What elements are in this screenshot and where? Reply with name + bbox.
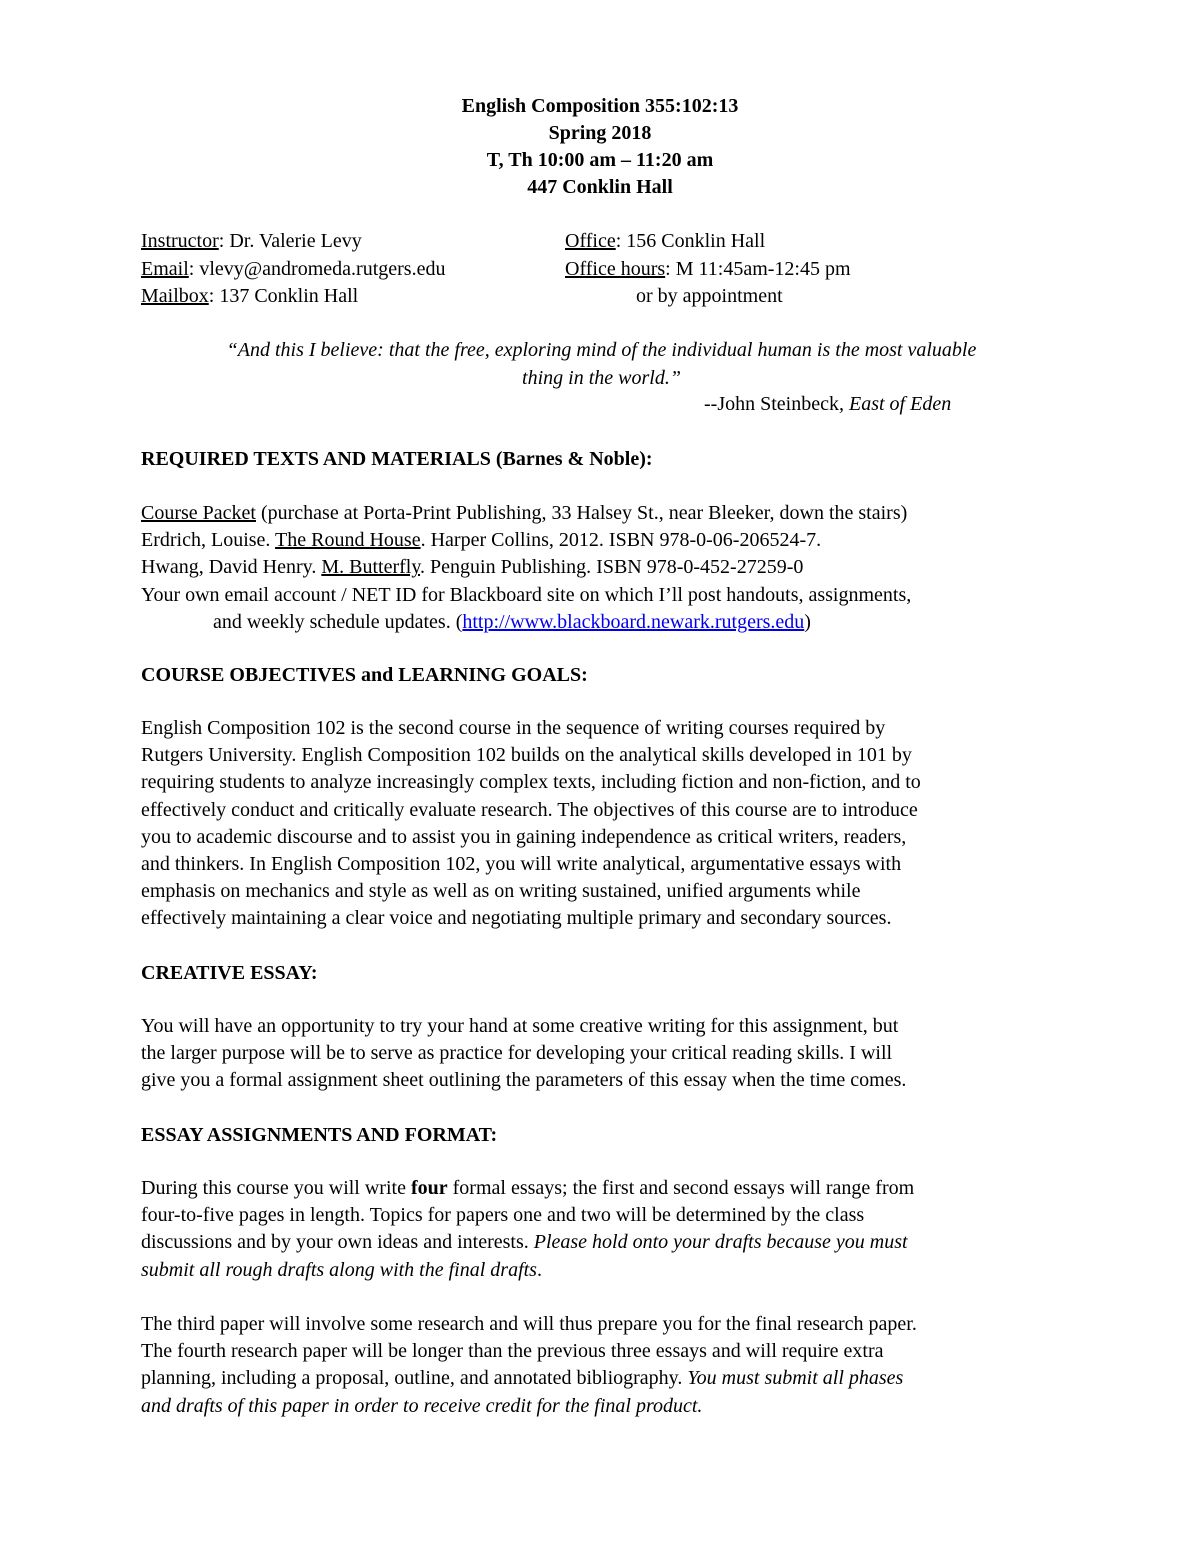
quote-line-1: “And this I believe: that the free, exploring mind of the individual human is the most valuable: [226, 339, 977, 361]
contact-row-1: Instructor: Dr. Valerie Levy Office: 156 Conklin Hall: [141, 230, 766, 252]
list-item: Erdrich, Louise. The Round House. Harper Collins, 2012. ISBN 978-0-06-206524-7.: [141, 529, 822, 552]
email-value[interactable]: vlevy@andromeda.rutgers.edu: [199, 257, 446, 280]
office-hours-label: Office hours: [565, 257, 666, 280]
required-texts-heading: REQUIRED TEXTS AND MATERIALS (Barnes & Noble):: [141, 448, 653, 470]
office-hours-value: M 11:45am-12:45 pm: [675, 257, 851, 280]
instructor-label: Instructor: [141, 230, 219, 252]
emphasis-four: four: [410, 1177, 448, 1199]
course-title: English Composition 355:102:13: [461, 95, 739, 117]
blackboard-link[interactable]: http://www.blackboard.newark.rutgers.edu: [462, 610, 805, 633]
essay-assignments-paragraph-1: During this course you will write four formal essays; the first and second essays will range from four-to-five pages in length. Topics for papers one and two will be determined by the class discussions and by your own ideas and interests. Please hold onto your drafts because you must submit all rough drafts along with the final drafts.: [141, 1177, 915, 1281]
mailbox-label: Mailbox: [141, 285, 209, 307]
book-title-round-house: The Round House: [275, 529, 421, 552]
objectives-paragraph: English Composition 102 is the second course in the sequence of writing courses required by Rutgers University. English Composition 102 builds on the analytical skills developed in 101 by requiring students to analyze increasingly complex texts, including fiction and non-fiction, and to effectively conduct and critically evaluate research. The objectives of this course are to introduce you to academic discourse and to assist you in gaining independence as critical writers, readers, and thinkers. In English Composition 102, you will write analytical, argumentative essays with emphasis on mechanics and style as well as on writing sustained, unified arguments while effectively maintaining a clear voice and negotiating multiple primary and secondary sources.: [141, 717, 921, 930]
course-schedule: T, Th 10:00 am – 11:20 am: [486, 149, 714, 171]
course-room: 447 Conklin Hall: [527, 176, 673, 198]
office-hours-alt: or by appointment: [636, 285, 783, 307]
instructor-value: Dr. Valerie Levy: [229, 230, 362, 252]
essay-assignments-paragraph-2: The third paper will involve some research and will thus prepare you for the final research paper. The fourth research paper will be longer than the previous three essays and will require extra planning, including a proposal, outline, and annotated bibliography. You must submit all phases and drafts of this paper in order to receive credit for the final product.: [141, 1313, 917, 1417]
creative-essay-paragraph: You will have an opportunity to try your hand at some creative writing for this assignment, but the larger purpose will be to serve as practice for developing your critical reading skills. I will give you a formal assignment sheet outlining the parameters of this essay when the time comes.: [141, 1015, 907, 1092]
epigraph-quote: [141, 337, 1062, 392]
contact-info: [141, 228, 1041, 311]
essay-assignments-heading: ESSAY ASSIGNMENTS AND FORMAT:: [141, 1124, 498, 1146]
list-item: Your own email account / NET ID for Blackboard site on which I’ll post handouts, assignments,: [141, 583, 912, 606]
book-title-m-butterfly: M. Butterfly: [321, 556, 421, 579]
attribution-work: , East of Eden: [838, 393, 952, 415]
quote-line-2: thing in the world.”: [522, 366, 681, 389]
contact-row-3: Mailbox: 137 Conklin Hall or by appointment: [141, 283, 1041, 311]
email-label: Email: [141, 257, 189, 280]
quote-attribution: [704, 391, 951, 418]
list-item: Course Packet (purchase at Porta-Print Publishing, 33 Halsey St., near Bleeker, down the stairs): [141, 502, 908, 524]
course-term: Spring 2018: [548, 122, 652, 144]
mailbox-value: 137 Conklin Hall: [219, 285, 359, 307]
contact-row-2: Email: vlevy@andromeda.rutgers.edu Office hours: M 11:45am-12:45 pm: [141, 257, 851, 280]
objectives-heading: COURSE OBJECTIVES and LEARNING GOALS:: [141, 664, 588, 686]
attribution-author: --John Steinbeck: [704, 393, 839, 415]
list-item: Hwang, David Henry. M. Butterfly. Penguin Publishing. ISBN 978-0-452-27259-0: [141, 556, 804, 579]
course-packet-title: Course Packet: [141, 502, 256, 524]
required-texts-list: [141, 500, 1066, 636]
creative-essay-heading: CREATIVE ESSAY:: [141, 962, 318, 984]
office-value: 156 Conklin Hall: [626, 230, 766, 252]
list-item-continuation: and weekly schedule updates. (http://www.blackboard.newark.rutgers.edu): [213, 610, 811, 633]
office-label: Office: [565, 230, 616, 252]
course-header: [0, 93, 1200, 201]
